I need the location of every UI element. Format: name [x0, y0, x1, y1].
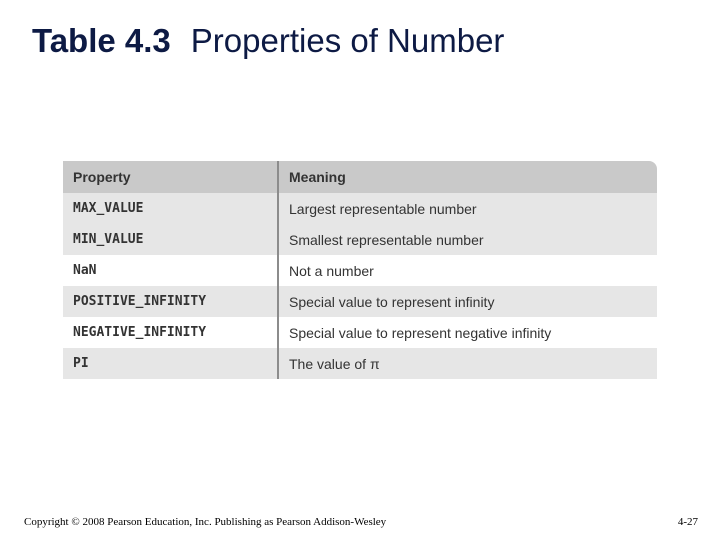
page-number: 4-27	[677, 516, 698, 528]
header-meaning: Meaning	[289, 169, 346, 185]
meaning-cell: Special value to represent negative infinity	[289, 324, 552, 341]
property-cell: PI	[63, 348, 279, 379]
meaning-cell: Smallest representable number	[289, 231, 484, 248]
table-row	[63, 317, 657, 348]
table-row	[63, 193, 657, 224]
slide-title	[32, 22, 504, 60]
properties-table	[63, 161, 657, 379]
header-property: Property	[63, 161, 279, 193]
property-cell: NaN	[63, 255, 279, 286]
property-cell: NEGATIVE_INFINITY	[63, 317, 279, 348]
property-cell: POSITIVE_INFINITY	[63, 286, 279, 317]
slide-title-text: Properties of Number	[190, 22, 505, 59]
meaning-cell: Not a number	[289, 262, 374, 279]
table-row	[63, 286, 657, 317]
meaning-cell: Largest representable number	[289, 200, 477, 217]
property-cell: MAX_VALUE	[63, 193, 279, 224]
table-row	[63, 255, 657, 286]
copyright-notice: Copyright © 2008 Pearson Education, Inc. Publishing as Pearson Addison-Wesley	[24, 516, 387, 528]
property-cell: MIN_VALUE	[63, 224, 279, 255]
table-header-row	[63, 161, 657, 193]
meaning-cell: The value of π	[289, 355, 380, 372]
meaning-cell: Special value to represent infinity	[289, 293, 495, 310]
table-row	[63, 348, 657, 379]
slide-title-number: Table 4.3	[32, 22, 171, 59]
table-row	[63, 224, 657, 255]
